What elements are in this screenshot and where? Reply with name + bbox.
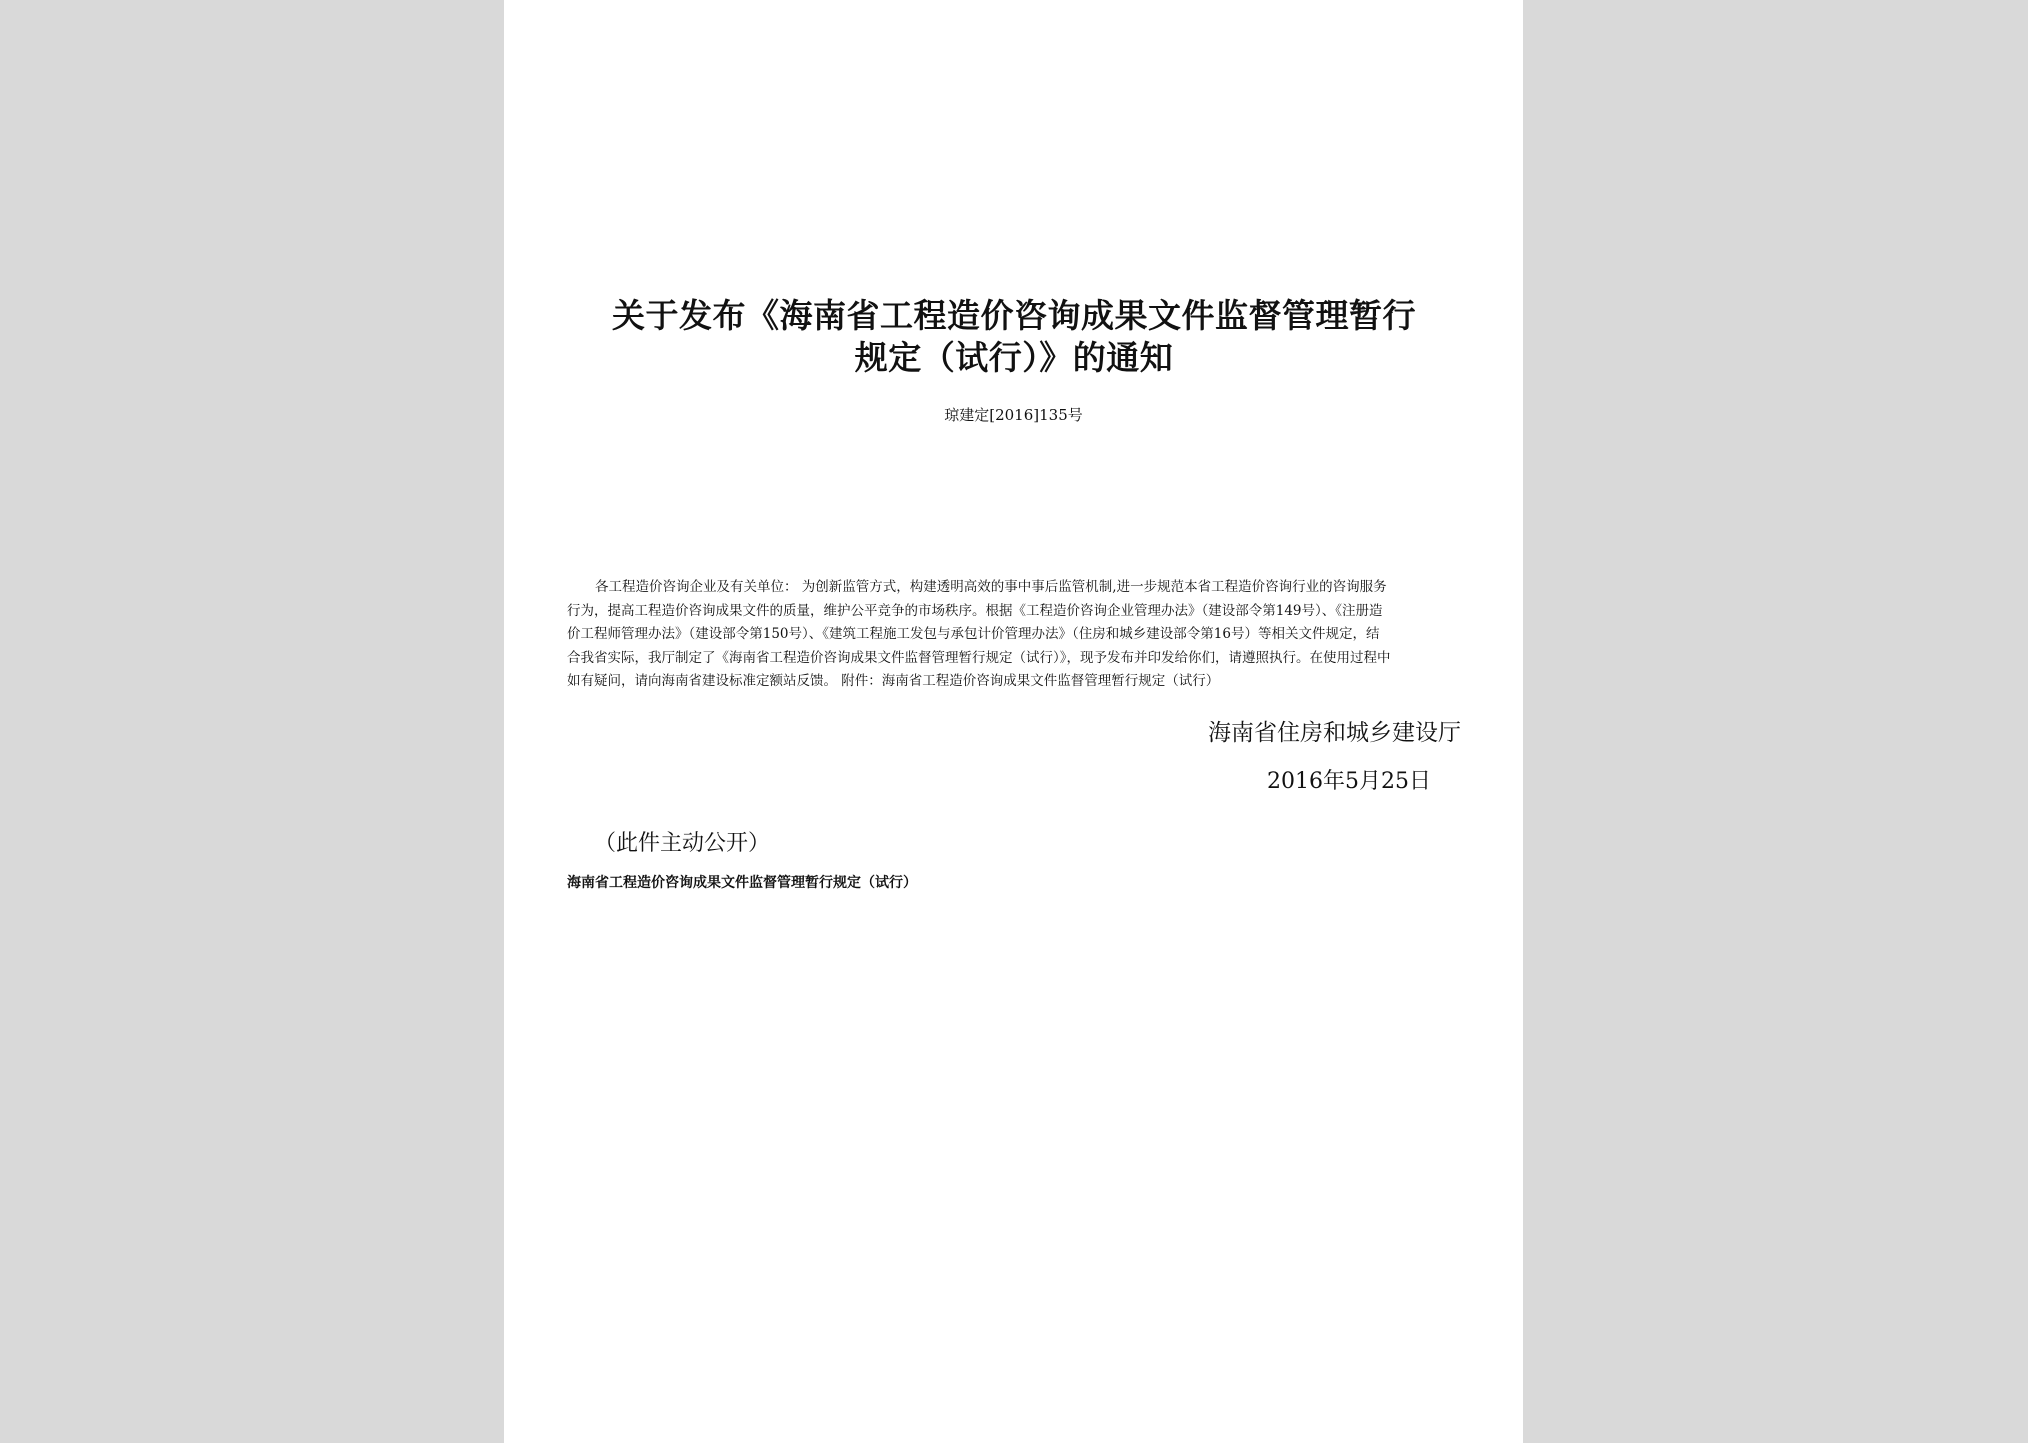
document-title-line-2: 规定（试行）》的通知 [854, 338, 1174, 377]
document-body [567, 576, 1463, 694]
issue-date: 2016年5月25日 [1267, 769, 1431, 794]
body-line: 合我省实际，我厅制定了《海南省工程造价咨询成果文件监督管理暂行规定（试行）》，现予发布并印发给你们，请遵照执行。在使用过程中 [567, 649, 1391, 666]
body-line: 行为，提高工程造价咨询成果文件的质量，维护公平竞争的市场秩序。根据《工程造价咨询企业管理办法》（建设部令第149号）、《注册造 [567, 602, 1383, 619]
body-line: 各工程造价咨询企业及有关单位： 为创新监管方式，构建透明高效的事中事后监管机制,进一步规范本省工程造价咨询行业的咨询服务 [595, 579, 1387, 595]
body-line: 如有疑问，请向海南省建设标准定额站反馈。 附件：海南省工程造价咨询成果文件监督管理暂行规定（试行） [567, 673, 1220, 689]
document-number: 琼建定[2016]135号 [944, 406, 1083, 424]
document-page [504, 0, 1523, 1443]
body-line: 价工程师管理办法》（建设部令第150号）、《建筑工程施工发包与承包计价管理办法》（住房和城乡建设部令第16号）等相关文件规定，结 [567, 626, 1380, 642]
issuing-authority: 海南省住房和城乡建设厅 [1208, 720, 1461, 746]
document-title-line-1: 关于发布《海南省工程造价咨询成果文件监督管理暂行 [612, 296, 1416, 335]
disclosure-note: （此件主动公开） [594, 831, 771, 856]
attachment-title: 海南省工程造价咨询成果文件监督管理暂行规定（试行） [567, 875, 917, 891]
